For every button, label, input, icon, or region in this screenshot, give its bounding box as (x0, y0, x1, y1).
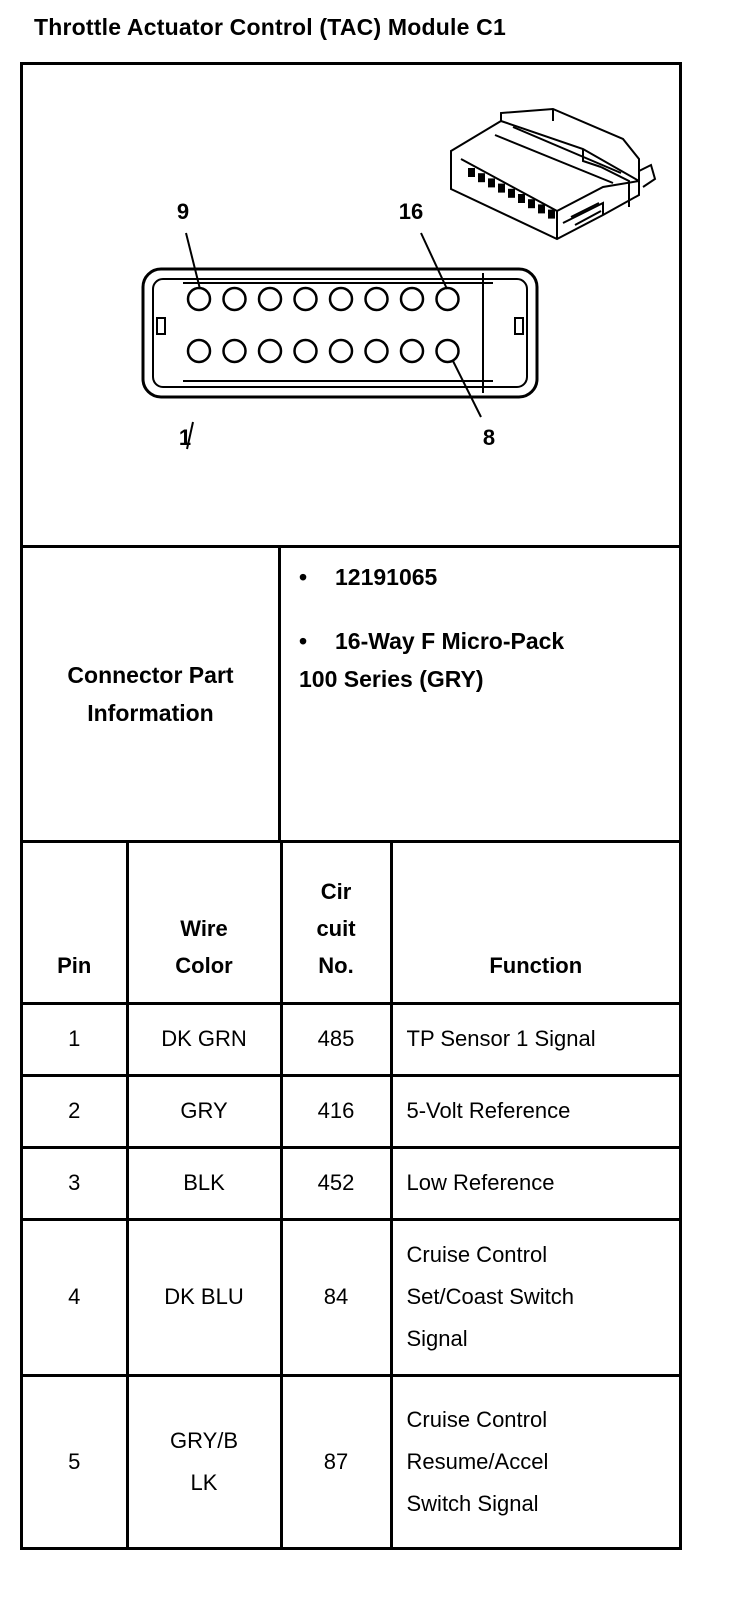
cell-circuit-no: 416 (281, 1075, 391, 1147)
cell-function: Cruise Control Resume/Accel Switch Signal (391, 1375, 679, 1547)
connector-face-diagram (23, 65, 679, 545)
connector-isometric-illustration (451, 109, 655, 239)
pin-cavity-3 (259, 340, 281, 362)
cell-pin: 5 (23, 1375, 127, 1547)
pin-cavity-12 (295, 288, 317, 310)
pin-cavity-2 (224, 340, 246, 362)
connector-part-information (23, 548, 679, 843)
label-line-2: Information (87, 700, 214, 726)
pin-9-leader (186, 233, 200, 289)
pinout-header-row (23, 843, 679, 1003)
connector-figure (23, 65, 679, 548)
header-function: Function (391, 843, 679, 1003)
connector-table (20, 62, 682, 1550)
iso-pin-slot (479, 174, 484, 181)
pin-cavity-11 (259, 288, 281, 310)
pin-cavity-5 (330, 340, 352, 362)
table-row (23, 1147, 679, 1219)
left-latch (157, 318, 165, 334)
cell-circuit-no: 452 (281, 1147, 391, 1219)
iso-pin-slot (539, 205, 544, 212)
cell-function: TP Sensor 1 Signal (391, 1003, 679, 1075)
cell-wire-color: DK GRN (127, 1003, 281, 1075)
cell-circuit-no: 485 (281, 1003, 391, 1075)
pin-cavity-10 (224, 288, 246, 310)
iso-pin-slot (529, 200, 534, 207)
cell-circuit-no: 84 (281, 1219, 391, 1375)
iso-pin-slot (549, 211, 554, 218)
pin-8-leader (453, 361, 481, 417)
pin-cavity-16 (437, 288, 459, 310)
cell-pin: 2 (23, 1075, 127, 1147)
pin-16-leader (421, 233, 447, 289)
pin-label-8: 8 (482, 425, 496, 450)
pin-cavities (188, 288, 459, 362)
cell-wire-color: BLK (127, 1147, 281, 1219)
iso-pin-slot (489, 179, 494, 186)
cell-pin: 4 (23, 1219, 127, 1375)
pin-cavity-14 (366, 288, 388, 310)
table-row (23, 1219, 679, 1375)
pin-cavity-15 (401, 288, 423, 310)
pin-cavity-7 (401, 340, 423, 362)
cell-pin: 3 (23, 1147, 127, 1219)
page-title: Throttle Actuator Control (TAC) Module C1 (34, 14, 506, 40)
cell-function: Cruise Control Set/Coast Switch Signal (391, 1219, 679, 1375)
pin-cavity-4 (295, 340, 317, 362)
cell-pin: 1 (23, 1003, 127, 1075)
right-latch (515, 318, 523, 334)
pin-cavity-9 (188, 288, 210, 310)
pin-cavity-8 (437, 340, 459, 362)
pin-label-1: 1 (178, 425, 192, 450)
pin-cavity-13 (330, 288, 352, 310)
cell-wire-color: GRY/B LK (127, 1375, 281, 1547)
description-line-2: 100 Series (GRY) (299, 666, 484, 692)
table-row (23, 1375, 679, 1547)
cell-circuit-no: 87 (281, 1375, 391, 1547)
iso-pin-slot (519, 195, 524, 202)
header-wire-color: Wire Color (127, 843, 281, 1003)
pinout-table (23, 843, 679, 1547)
part-number: 12191065 (335, 564, 438, 590)
cell-wire-color: DK BLU (127, 1219, 281, 1375)
bullet-dot: • (299, 628, 308, 654)
bullet-dot: • (299, 564, 308, 590)
connector-part-info-label (23, 548, 281, 840)
part-number-bullet (299, 558, 679, 596)
cell-function: Low Reference (391, 1147, 679, 1219)
connector-part-info-values (281, 548, 679, 840)
pin-label-16: 16 (398, 199, 424, 224)
iso-pin-slot (509, 190, 514, 197)
description-bullet (299, 622, 679, 698)
table-row (23, 1075, 679, 1147)
cell-function: 5-Volt Reference (391, 1075, 679, 1147)
cell-wire-color: GRY (127, 1075, 281, 1147)
iso-pin-slot (469, 169, 474, 176)
header-circuit-no: Cir cuit No. (281, 843, 391, 1003)
pin-label-9: 9 (176, 199, 190, 224)
description-line-1: 16-Way F Micro-Pack (335, 628, 565, 654)
header-pin: Pin (23, 843, 127, 1003)
iso-pin-slot (499, 185, 504, 192)
table-row (23, 1003, 679, 1075)
pin-cavity-1 (188, 340, 210, 362)
label-line-1: Connector Part (67, 662, 234, 688)
pin-cavity-6 (366, 340, 388, 362)
